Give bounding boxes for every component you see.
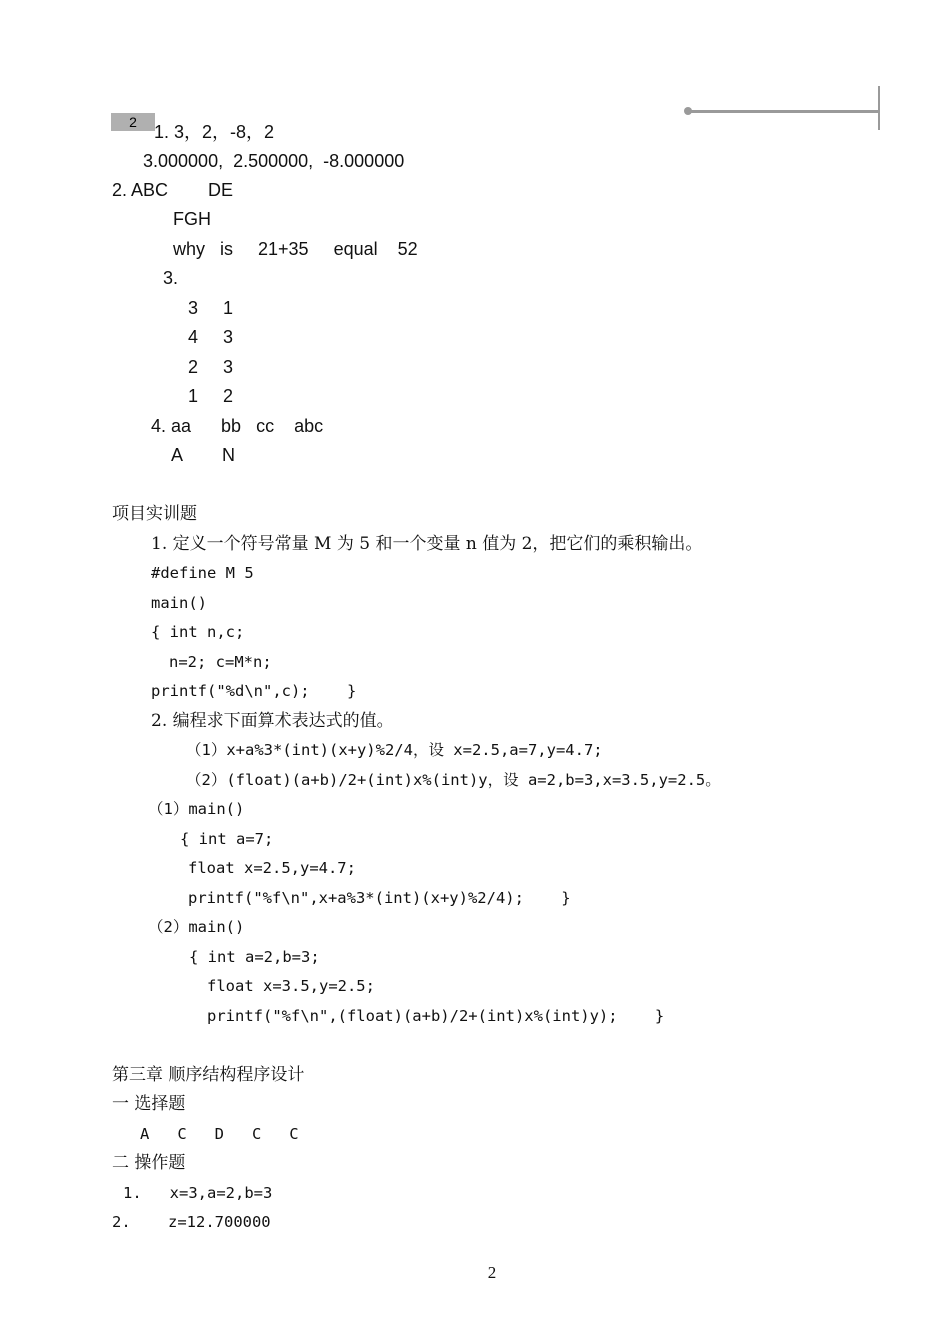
answer-line-6: 3. — [163, 268, 179, 288]
chapter-title: 第三章 顺序结构程序设计 — [112, 1065, 305, 1085]
operation-answer-2: 2. z=12.700000 — [112, 1213, 271, 1231]
solution-1-line-3: printf("%f\n",x+a%3*(int)(x+y)%2/4); } — [188, 889, 571, 907]
answer-line-10: 1 2 — [188, 386, 234, 406]
solution-2-line-2: float x=3.5,y=2.5; — [207, 977, 375, 995]
header-rule — [688, 110, 880, 113]
code-line-3: { int n,c; — [151, 623, 245, 641]
answer-line-12: A N — [171, 445, 236, 465]
question-2-part-1: （1）x+a%3*(int)(x+y)%2/4，设 x=2.5,a=7,y=4.7; — [186, 741, 603, 759]
code-line-5: printf("%d\n",c); } — [151, 682, 357, 700]
answer-line-1: 1. 3，2，-8，2 — [154, 122, 275, 142]
answer-line-3: 2. ABC DE — [112, 180, 234, 200]
choice-answers: A C D C C — [140, 1125, 299, 1143]
page-tag: 2 — [111, 113, 155, 131]
section-choice: 一 选择题 — [112, 1094, 186, 1114]
code-line-1: #define M 5 — [151, 564, 254, 582]
answer-line-4: FGH — [173, 209, 211, 229]
answer-line-9: 2 3 — [188, 357, 234, 377]
section-operation: 二 操作题 — [112, 1153, 186, 1173]
code-line-2: main() — [151, 594, 207, 612]
code-line-4: n=2; c=M*n; — [169, 653, 272, 671]
solution-2-line-1: { int a=2,b=3; — [189, 948, 320, 966]
answer-line-8: 4 3 — [188, 327, 234, 347]
header-rule-vertical — [878, 86, 880, 130]
solution-1-line-2: float x=2.5,y=4.7; — [188, 859, 356, 877]
solution-2-line-3: printf("%f\n",(float)(a+b)/2+(int)x%(int)y); } — [207, 1007, 665, 1025]
answer-line-2: 3.000000, 2.500000, -8.000000 — [143, 151, 405, 171]
answer-line-5: why is 21+35 equal 52 — [173, 239, 418, 259]
answer-line-11: 4. aa bb cc abc — [151, 416, 324, 436]
operation-answer-1: 1. x=3,a=2,b=3 — [123, 1184, 273, 1202]
solution-1-line-1: { int a=7; — [180, 830, 274, 848]
section-heading-project: 项目实训题 — [112, 504, 197, 524]
solution-2-header: （2）main() — [148, 918, 245, 936]
page-number: 2 — [487, 1263, 497, 1282]
question-2: 2. 编程求下面算术表达式的值。 — [151, 711, 394, 731]
question-1: 1. 定义一个符号常量 M 为 5 和一个变量 n 值为 2，把它们的乘积输出。 — [151, 534, 703, 554]
answer-line-7: 3 1 — [188, 298, 234, 318]
question-2-part-2: （2）(float)(a+b)/2+(int)x%(int)y，设 a=2,b=3,x=3.5,y=2.5。 — [186, 771, 721, 789]
solution-1-header: （1）main() — [148, 800, 245, 818]
